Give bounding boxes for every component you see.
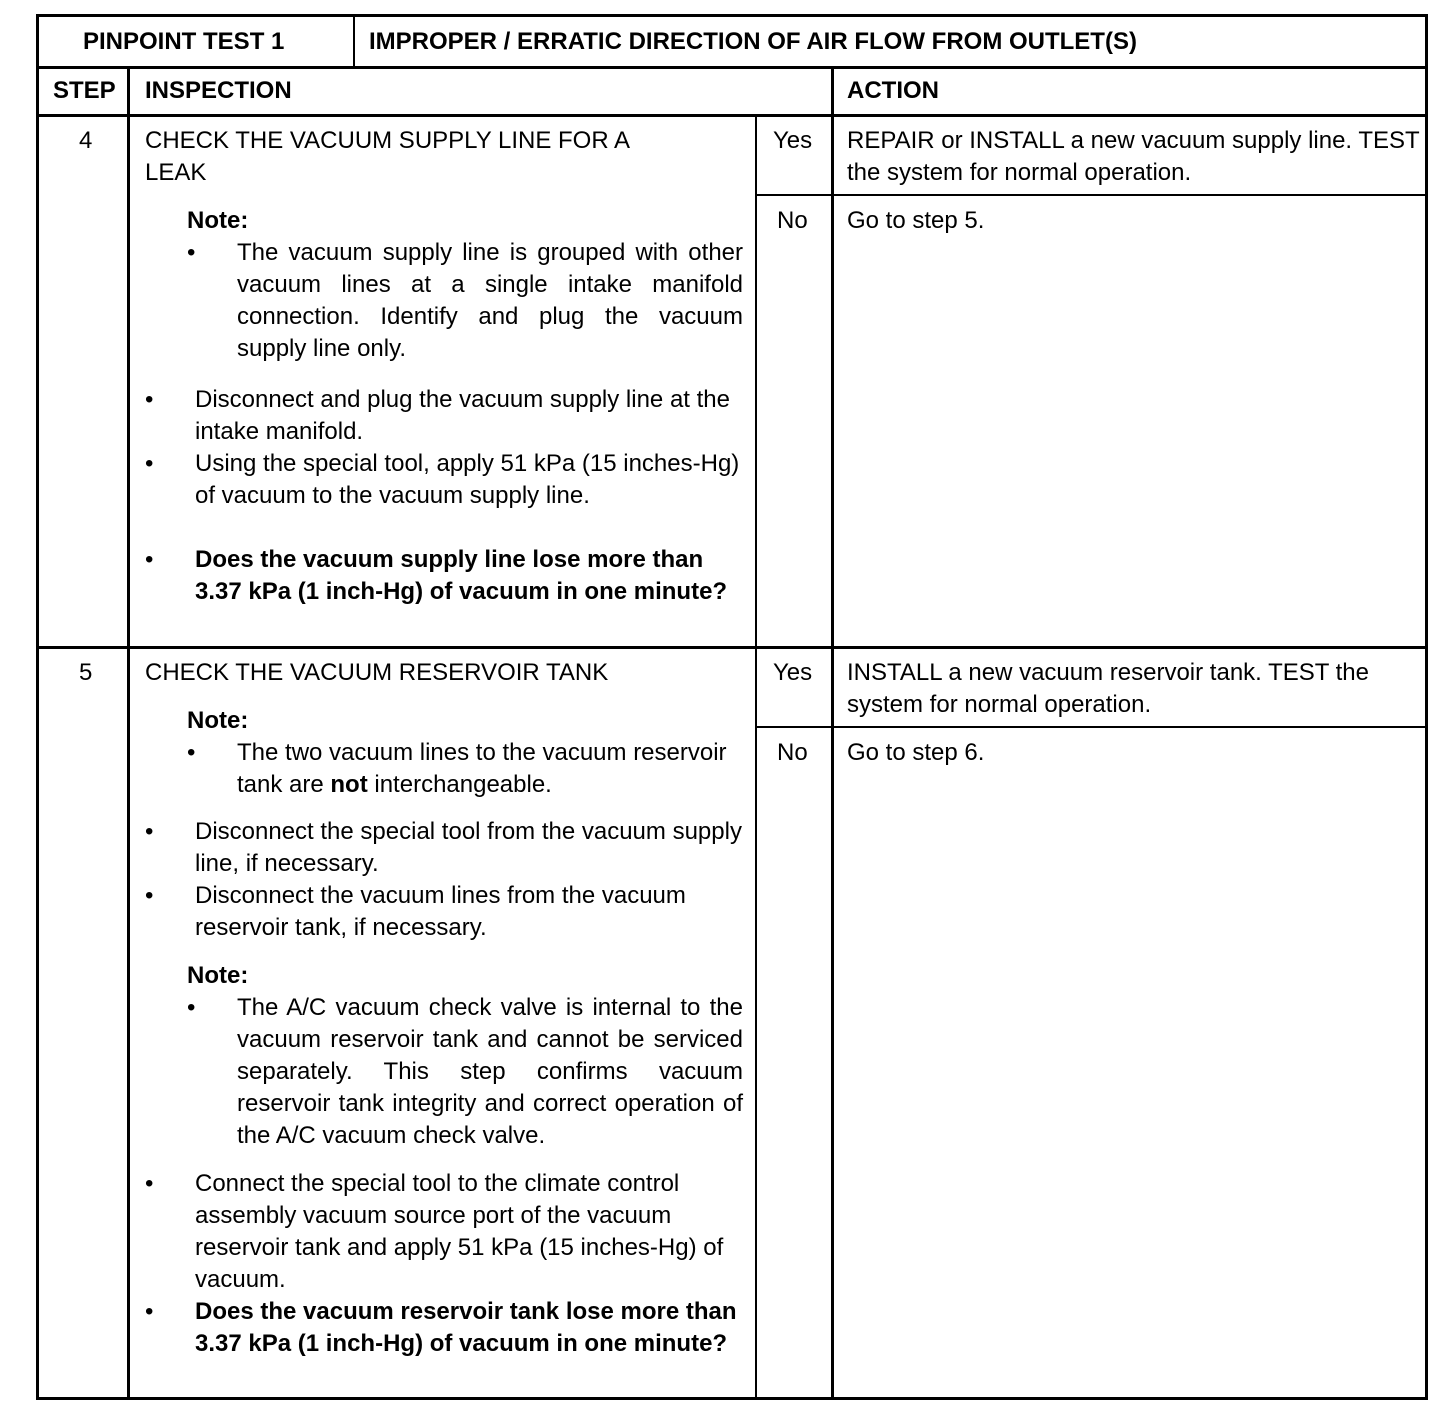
column-header-step: STEP: [53, 77, 116, 104]
rule-under-title: [39, 66, 1425, 69]
bullet-icon: •: [145, 818, 154, 845]
note-label: Note:: [187, 962, 249, 989]
rule-step-column: [127, 67, 130, 1397]
step-number: 5: [79, 659, 93, 686]
inspection-question: Does the vacuum supply line lose more than 3.37 kPa (1 inch-Hg) of vacuum in one minute?: [195, 546, 728, 605]
note-label: Note:: [187, 207, 249, 234]
yes-action: REPAIR or INSTALL a new vacuum supply line. TEST the system for normal operation.: [847, 127, 1420, 186]
no-action: Go to step 6.: [847, 739, 985, 766]
note-text: The two vacuum lines to the vacuum reservoir tank are not interchangeable.: [237, 739, 727, 798]
bullet-icon: •: [187, 994, 196, 1021]
inspection-bullet: Disconnect the vacuum lines from the vacuum reservoir tank, if necessary.: [195, 882, 686, 941]
bullet-icon: •: [145, 1298, 154, 1325]
inspection-bullet: Disconnect and plug the vacuum supply line at the intake manifold.: [195, 386, 730, 445]
note-text: The vacuum supply line is grouped with other vacuum lines at a single intake manifold connection. Identify and plug the vacuum supply line only.: [237, 239, 743, 362]
bullet-icon: •: [145, 546, 154, 573]
step-title: CHECK THE VACUUM SUPPLY LINE FOR A: [145, 127, 631, 154]
no-label: No: [777, 739, 808, 766]
inspection-question: Does the vacuum reservoir tank lose more than 3.37 kPa (1 inch-Hg) of vacuum in one minute?: [195, 1298, 737, 1357]
column-header-inspection: INSPECTION: [145, 77, 292, 104]
rule-under-column-headers: [39, 114, 1425, 117]
inspection-bullet: Connect the special tool to the climate control assembly vacuum source port of the vacuum reservoir tank and apply 51 kPa (15 inches-Hg) of vacuum.: [195, 1170, 724, 1293]
yes-label: Yes: [773, 659, 813, 686]
column-header-action: ACTION: [847, 77, 939, 104]
inspection-bullet: Using the special tool, apply 51 kPa (15 inches-Hg) of vacuum to the vacuum supply line.: [195, 450, 740, 509]
rule-yes-no-column: [755, 115, 757, 1397]
rule-step5-yes-no: [755, 726, 1425, 728]
bullet-icon: •: [145, 450, 154, 477]
bullet-icon: •: [145, 386, 154, 413]
no-action: Go to step 5.: [847, 207, 985, 234]
no-label: No: [777, 207, 808, 234]
step-title: CHECK THE VACUUM RESERVOIR TANK: [145, 659, 609, 686]
rule-title-divider: [353, 17, 355, 67]
inspection-bullet: Disconnect the special tool from the vacuum supply line, if necessary.: [195, 818, 742, 877]
bullet-icon: •: [187, 739, 196, 766]
pinpoint-test-label: PINPOINT TEST 1: [83, 28, 285, 55]
note-label: Note:: [187, 707, 249, 734]
note-emphasis: not: [330, 771, 368, 798]
yes-label: Yes: [773, 127, 813, 154]
bullet-icon: •: [187, 239, 196, 266]
yes-action: INSTALL a new vacuum reservoir tank. TEST the system for normal operation.: [847, 659, 1369, 718]
bullet-icon: •: [145, 1170, 154, 1197]
step-title-continued: LEAK: [145, 159, 207, 186]
note-text: The A/C vacuum check valve is internal to the vacuum reservoir tank and cannot be serviced separately. This step confirms vacuum reservoir tank integrity and correct operation of the A/C vacuum check valve.: [237, 994, 743, 1149]
rule-between-steps: [39, 646, 1425, 649]
rule-action-column: [831, 67, 834, 1397]
bullet-icon: •: [145, 882, 154, 909]
pinpoint-test-table: [36, 14, 1428, 1400]
rule-step4-yes-no: [755, 194, 1425, 196]
pinpoint-test-title: IMPROPER / ERRATIC DIRECTION OF AIR FLOW FROM OUTLET(S): [369, 28, 1137, 55]
step-number: 4: [79, 127, 93, 154]
